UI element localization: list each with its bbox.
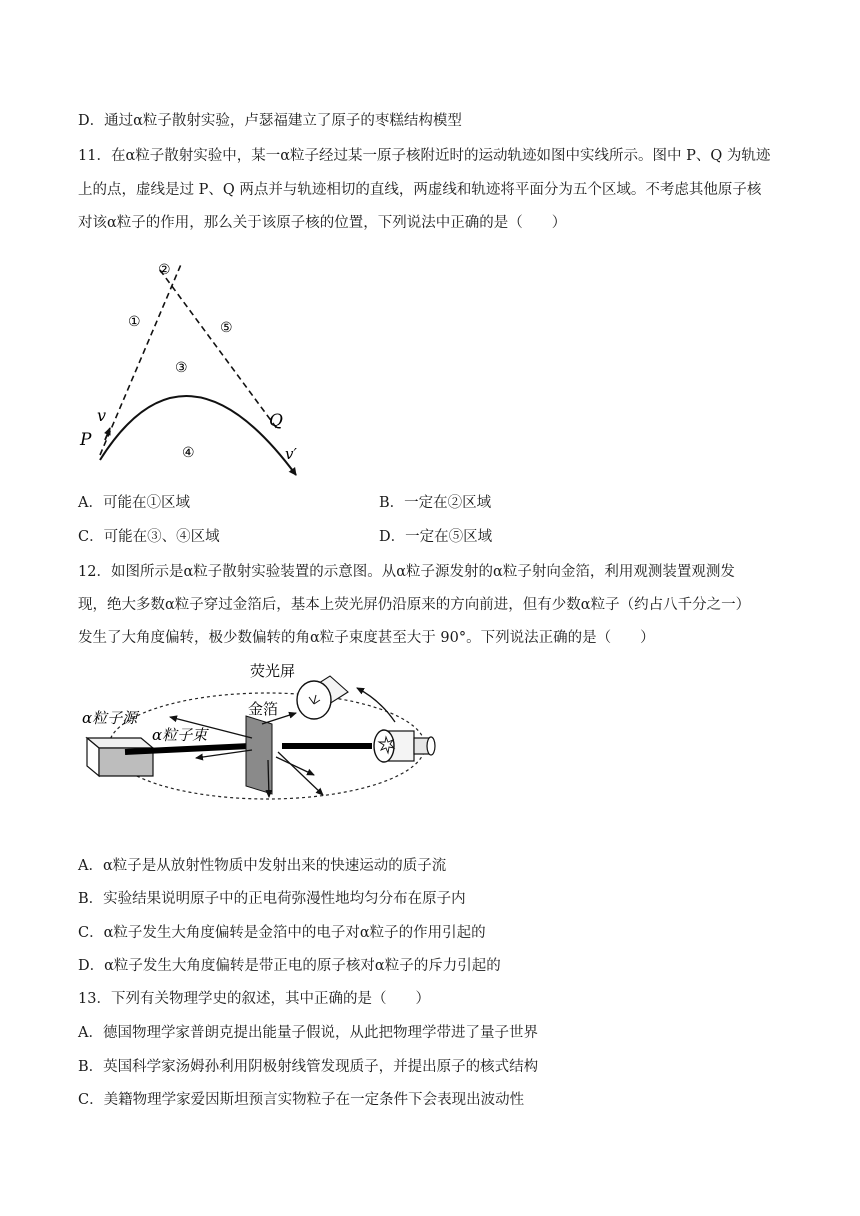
alpha-source-box: [87, 738, 153, 776]
region-5-label: ⑤: [220, 320, 233, 336]
q13-option-c: C．美籍物理学家爱因斯坦预言实物粒子在一定条件下会表现出波动性: [78, 1092, 525, 1108]
q12-apparatus-figure: [78, 656, 518, 806]
region-4-label: ④: [182, 445, 195, 461]
q11-option-a: A．可能在①区域: [78, 495, 190, 511]
label-foil: 金箔: [248, 700, 279, 718]
q11-stem-line3: 对该α粒子的作用，那么关于该原子核的位置，下列说法中正确的是（ ）: [78, 215, 567, 231]
label-p: P: [80, 430, 92, 450]
detector-right: [374, 730, 435, 762]
region-3-label: ③: [175, 360, 188, 376]
q11-option-b: B．一定在②区域: [379, 495, 492, 511]
q11-option-c: C．可能在③、④区域: [78, 529, 220, 545]
scatter-arrow-2: [196, 750, 252, 758]
scatter-arrow-5: [276, 757, 314, 775]
q13-option-b: B．英国科学家汤姆孙利用阴极射线管发现质子，并提出原子的核式结构: [78, 1059, 539, 1075]
q11-stem-line2: 上的点，虚线是过 P、Q 两点并与轨迹相切的直线，两虚线和轨迹将平面分为五个区域。不考虑其他原子核: [78, 182, 762, 198]
label-v: v: [97, 406, 107, 425]
fluorescent-screen-top: [297, 676, 348, 719]
q11-trajectory-figure: [70, 252, 330, 482]
region-1-label: ①: [128, 314, 141, 330]
q10-option-d: D．通过α粒子散射实验，卢瑟福建立了原子的枣糕结构模型: [78, 113, 462, 129]
scatter-arrow-6: [278, 752, 323, 795]
q12-stem-line1: 12．如图所示是α粒子散射实验装置的示意图。从α粒子源发射的α粒子射向金箔，利用观测装置观测发: [78, 564, 735, 580]
q12-option-b: B．实验结果说明原子中的正电荷弥漫性地均匀分布在原子内: [78, 891, 466, 907]
q12-option-c: C．α粒子发生大角度偏转是金箔中的电子对α粒子的作用引起的: [78, 925, 486, 941]
rotation-arrow: [357, 688, 395, 722]
label-q: Q: [269, 411, 283, 431]
label-beam: α粒子束: [152, 726, 208, 744]
q12-option-d: D．α粒子发生大角度偏转是带正电的原子核对α粒子的斥力引起的: [78, 958, 501, 974]
region-2-label: ②: [158, 262, 171, 278]
q13-stem: 13．下列有关物理学史的叙述，其中正确的是（ ）: [78, 991, 430, 1007]
q13-option-a: A．德国物理学家普朗克提出能量子假说，从此把物理学带进了量子世界: [78, 1025, 538, 1041]
q12-stem-line2: 现，绝大多数α粒子穿过金箔后，基本上荧光屏仍沿原来的方向前进，但有少数α粒子（约占八千分之一）: [78, 597, 751, 613]
q11-stem-line1: 11．在α粒子散射实验中，某一α粒子经过某一原子核附近时的运动轨迹如图中实线所示。图中 P、Q 为轨迹: [78, 148, 771, 164]
label-source: α粒子源: [82, 709, 138, 727]
label-screen: 荧光屏: [250, 662, 296, 680]
q12-option-a: A．α粒子是从放射性物质中发射出来的快速运动的质子流: [78, 858, 447, 874]
alpha-trajectory: [100, 396, 296, 475]
tangent-line-q: [160, 270, 278, 430]
tangent-line-p: [100, 262, 182, 455]
q11-option-d: D．一定在⑤区域: [379, 529, 493, 545]
q12-stem-line3: 发生了大角度偏转，极少数偏转的角α粒子束度甚至大于 90°。下列说法正确的是（ ）: [78, 630, 655, 646]
label-v-prime: v′: [285, 445, 297, 463]
